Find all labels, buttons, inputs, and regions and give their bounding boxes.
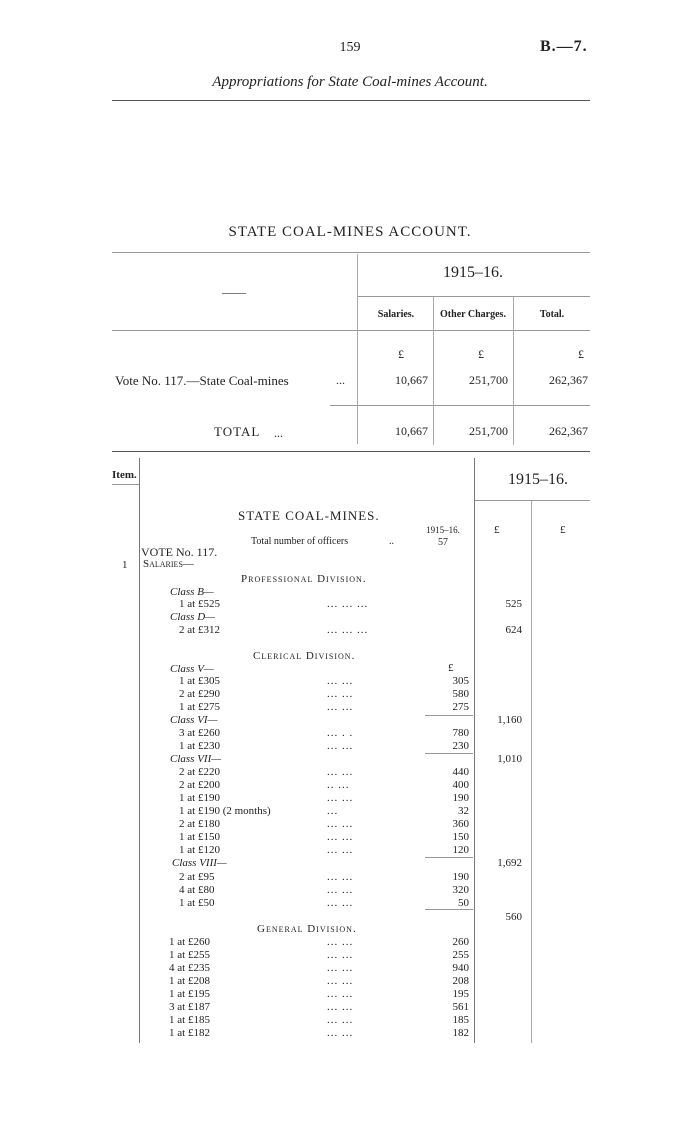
- summary-year: 1915–16.: [443, 264, 503, 281]
- row-amount: 185: [452, 1014, 469, 1026]
- running-title: Appropriations for State Coal-mines Account.: [212, 74, 488, 90]
- row-amount: 190: [452, 792, 469, 804]
- row-label: 1 at £182: [169, 1027, 210, 1039]
- class-v-subtotal: 1,160: [497, 714, 522, 726]
- column-header-total: Total.: [539, 309, 565, 320]
- item-number: 1: [122, 559, 128, 571]
- row-dots: ... ...: [327, 871, 354, 883]
- row-dots: ... ...: [327, 962, 354, 974]
- row-dots: ... ...: [327, 1001, 354, 1013]
- row-label: 2 at £95: [179, 871, 215, 883]
- row-amount: 260: [452, 936, 469, 948]
- row-dots: ... ...: [327, 675, 354, 687]
- row-label: 2 at £290: [179, 688, 220, 700]
- total-dots: ...: [274, 426, 283, 440]
- section-title: STATE COAL-MINES.: [238, 508, 380, 523]
- stub-dash: ——: [222, 285, 246, 299]
- row-label: 2 at £312: [179, 624, 220, 636]
- row-dots: ... ...: [327, 818, 354, 830]
- row-amount: 320: [452, 884, 469, 896]
- officers-year: 1915–16.: [426, 525, 460, 535]
- row-amount: 400: [452, 779, 469, 791]
- vote-total: 262,367: [549, 373, 588, 387]
- row-amount: 50: [458, 897, 469, 909]
- class-vi-subtotal: 1,010: [497, 753, 522, 765]
- class-v-sum-rule: [425, 715, 473, 716]
- currency-other: £: [478, 347, 484, 361]
- class-vii-label: Class VII—: [170, 753, 222, 765]
- row-dots: ... ...: [327, 1014, 354, 1026]
- row-dots: ... ... ...: [327, 598, 369, 610]
- clerical-pound: £: [448, 662, 454, 674]
- clerical-division-title: Clerical Division.: [253, 650, 356, 662]
- row-dots: ... ...: [327, 884, 354, 896]
- row-dots: ... ...: [327, 844, 354, 856]
- row-dots: ... ...: [327, 766, 354, 778]
- officers-dots: ..: [389, 536, 394, 547]
- row-dots: ... . .: [327, 727, 354, 739]
- class-viii-label: Class VIII—: [172, 857, 227, 869]
- row-amount: 120: [452, 844, 469, 856]
- row-dots: ... ...: [327, 975, 354, 987]
- row-label: 1 at £150: [179, 831, 220, 843]
- column-header-salaries: Salaries.: [377, 309, 415, 320]
- class-vi-sum-rule: [425, 753, 473, 754]
- column-header-other-charges: Other Charges.: [440, 309, 506, 320]
- row-label: 2 at £220: [179, 766, 220, 778]
- class-vi-label: Class VI—: [170, 714, 218, 726]
- row-label: 4 at £80: [179, 884, 215, 896]
- row-dots: ... ...: [327, 897, 354, 909]
- row-label: 2 at £200: [179, 779, 220, 791]
- row-dots: ... ...: [327, 688, 354, 700]
- summary-title: STATE COAL-MINES ACCOUNT.: [228, 224, 472, 240]
- col-head-rule: [112, 330, 590, 331]
- class-b-label: Class B—: [170, 586, 214, 598]
- row-label: 1 at £190 (2 months): [179, 805, 271, 817]
- detail-currency-2: £: [560, 524, 566, 536]
- vote-salaries: 10,667: [395, 373, 428, 387]
- row-label: 1 at £190: [179, 792, 220, 804]
- professional-division-title: Professional Division.: [241, 573, 367, 585]
- header-rule: [112, 100, 590, 101]
- row-amount: 208: [452, 975, 469, 987]
- row-amount: 230: [452, 740, 469, 752]
- row-label: 1 at £120: [179, 844, 220, 856]
- row-amount: 305: [452, 675, 469, 687]
- vote-label: Vote No. 117.—State Coal-mines: [115, 373, 289, 388]
- row-amount: 255: [452, 949, 469, 961]
- row-amount: 195: [452, 988, 469, 1000]
- class-vii-sum-rule: [425, 857, 473, 858]
- vote-other-charges: 251,700: [469, 373, 508, 387]
- total-total: 262,367: [549, 424, 588, 438]
- row-label: 1 at £255: [169, 949, 210, 961]
- row-amount: 275: [452, 701, 469, 713]
- total-salaries: 10,667: [395, 424, 428, 438]
- currency-salaries: £: [398, 347, 404, 361]
- class-vii-subtotal: 1,692: [497, 857, 522, 869]
- detail-year-rule: [475, 500, 590, 501]
- row-label: 1 at £275: [179, 701, 220, 713]
- row-label: 1 at £195: [169, 988, 210, 1000]
- summary-top-rule: [112, 252, 590, 253]
- item-column-header: Item.: [112, 469, 137, 481]
- row-amount: 182: [452, 1027, 469, 1039]
- row-subtotal: 525: [505, 598, 522, 610]
- vote-number: VOTE No. 117.: [141, 545, 218, 559]
- detail-year: 1915–16.: [508, 471, 568, 488]
- salaries-label: Salaries—: [143, 558, 194, 570]
- row-label: 1 at £185: [169, 1014, 210, 1026]
- row-amount: 360: [452, 818, 469, 830]
- year-rule: [358, 296, 590, 297]
- page-number: 159: [339, 40, 361, 55]
- item-column-line: [139, 458, 140, 1043]
- row-amount: 32: [458, 805, 469, 817]
- vote-dots: ...: [336, 373, 345, 387]
- row-amount: 150: [452, 831, 469, 843]
- row-amount: 940: [452, 962, 469, 974]
- officers-label: Total number of officers: [251, 536, 349, 547]
- row-dots: ... ...: [327, 1027, 354, 1039]
- total-rule: [330, 405, 590, 406]
- detail-currency-1: £: [494, 524, 500, 536]
- class-d-label: Class D—: [170, 611, 215, 623]
- detail-inner-line: [531, 500, 532, 1043]
- document-reference: B.—7.: [540, 38, 588, 55]
- summary-bottom-rule: [112, 451, 590, 452]
- row-amount: 580: [452, 688, 469, 700]
- row-dots: ... ...: [327, 740, 354, 752]
- row-label: 4 at £235: [169, 962, 210, 974]
- row-label: 2 at £180: [179, 818, 220, 830]
- total-other-charges: 251,700: [469, 424, 508, 438]
- class-viii-sum-rule: [425, 909, 473, 910]
- row-dots: .. ...: [327, 779, 350, 791]
- row-dots: ... ...: [327, 936, 354, 948]
- row-dots: ... ...: [327, 831, 354, 843]
- row-dots: ... ...: [327, 988, 354, 1000]
- row-label: 3 at £187: [169, 1001, 210, 1013]
- currency-total: £: [578, 347, 584, 361]
- row-amount: 440: [452, 766, 469, 778]
- row-amount: 190: [452, 871, 469, 883]
- row-label: 1 at £208: [169, 975, 210, 987]
- row-dots: ...: [327, 805, 339, 817]
- officers-count: 57: [438, 537, 448, 548]
- row-label: 1 at £305: [179, 675, 220, 687]
- general-division-title: General Division.: [257, 923, 357, 935]
- row-dots: ... ...: [327, 792, 354, 804]
- total-label: TOTAL: [214, 424, 261, 439]
- row-label: 1 at £260: [169, 936, 210, 948]
- summary-divider: [357, 254, 358, 444]
- class-v-label: Class V—: [170, 663, 214, 675]
- row-label: 1 at £230: [179, 740, 220, 752]
- item-head-rule: [112, 484, 139, 485]
- detail-column-line: [474, 458, 475, 1043]
- class-viii-subtotal: 560: [505, 911, 522, 923]
- row-amount: 780: [452, 727, 469, 739]
- row-subtotal: 624: [505, 624, 522, 636]
- row-dots: ... ... ...: [327, 624, 369, 636]
- row-label: 1 at £50: [179, 897, 215, 909]
- row-dots: ... ...: [327, 701, 354, 713]
- row-dots: ... ...: [327, 949, 354, 961]
- row-label: 3 at £260: [179, 727, 220, 739]
- row-label: 1 at £525: [179, 598, 220, 610]
- row-amount: 561: [452, 1001, 469, 1013]
